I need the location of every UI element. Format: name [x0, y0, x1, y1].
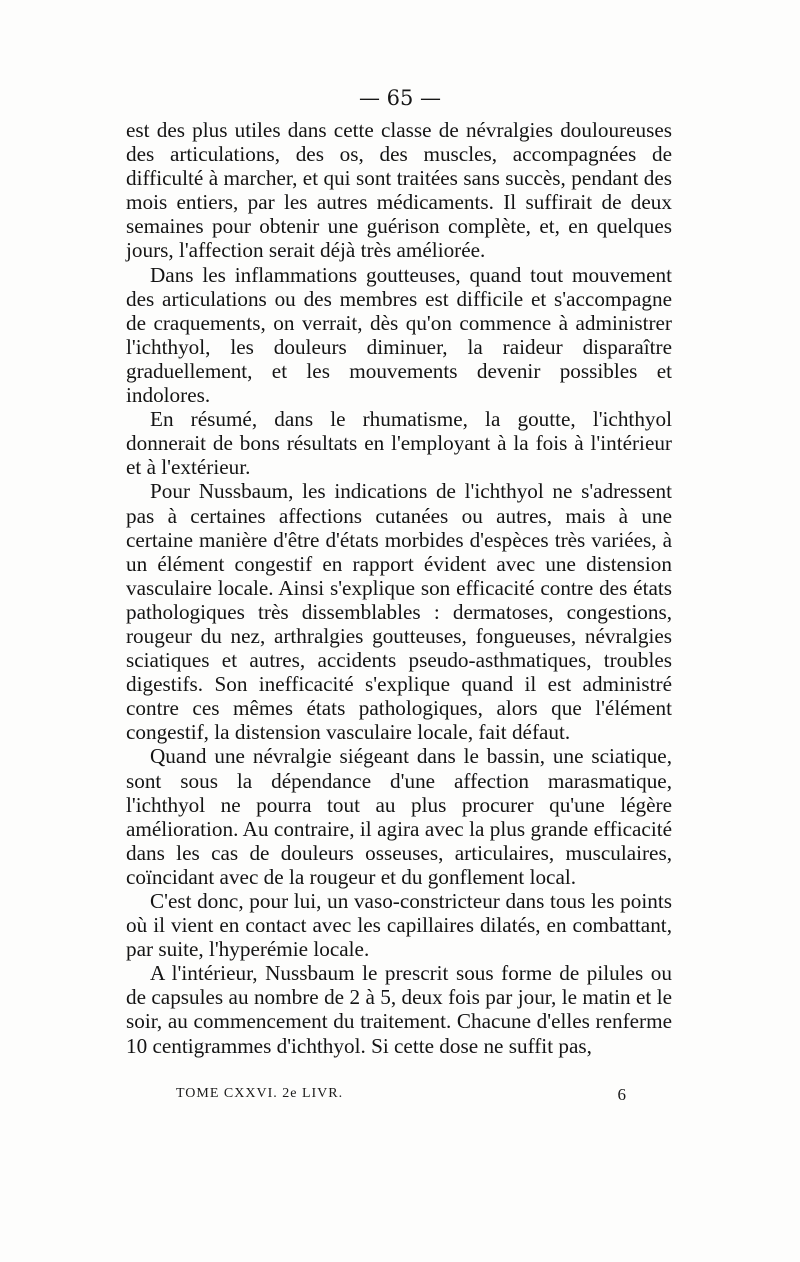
paragraph-2: Dans les inflammations goutteuses, quand tout mouvement des articulations ou des membres est difficile et s'accompagne de craquements, on verrait, dès qu'on commence à administrer l'ichthyol, les douleurs diminuer, la raideur disparaître graduellement, et les mouvements devenir possibles et indolores. — [126, 262, 672, 408]
paragraph-7: A l'intérieur, Nussbaum le prescrit sous forme de pilules ou de capsules au nombre de 2 à 5, deux fois par jour, le matin et le soir, au commencement du traitement. Chacune d'elles renferme 10 centigrammes d'ichthyol. Si cette dose ne suffit pas, — [126, 961, 672, 1058]
paragraph-3: En résumé, dans le rhumatisme, la goutte, l'ichthyol donnerait de bons résultats en l'employant à la fois à l'intérieur et à l'extérieur. — [126, 407, 672, 480]
page-number-header: — 65 — — [358, 86, 442, 110]
page-footer — [176, 1086, 626, 1102]
paragraph-6: C'est donc, pour lui, un vaso-constricteur dans tous les points où il vient en contact avec les capillaires dilatés, en combattant, par suite, l'hyperémie locale. — [126, 889, 672, 962]
paragraph-1: est des plus utiles dans cette classe de névralgies douloureuses des articulations, des os, des muscles, accompagnées de difficulté à marcher, et qui sont traitées sans succès, pendant des mois entiers, par les autres médicaments. Il suffirait de deux semaines pour obtenir une guérison complète, et, en quelques jours, l'affection serait déjà très améliorée. — [126, 118, 672, 263]
body-text — [126, 118, 672, 1058]
paragraph-4: Pour Nussbaum, les indications de l'ichthyol ne s'adressent pas à certaines affections cutanées ou autres, mais à une certaine manière d'être d'états morbides d'espèces très variées, à un élément congestif en rapport évident avec une distension vasculaire locale. Ainsi s'explique son efficacité contre des états pathologiques très dissemblables : dermatoses, congestions, rougeur du nez, arthralgies goutteuses, fongueuses, névralgies sciatiques et autres, accidents pseudo-asthmatiques, troubles digestifs. Son inefficacité s'explique quand il est administré contre ces mêmes états pathologiques, alors que l'élément congestif, la distension vasculaire locale, fait défaut. — [126, 479, 672, 745]
volume-signature: TOME CXXVI. 2e LIVR. — [176, 1086, 344, 1101]
signature-mark: 6 — [617, 1085, 626, 1104]
paragraph-5: Quand une névralgie siégeant dans le bassin, une sciatique, sont sous la dépendance d'une affection marasmatique, l'ichthyol ne pourra tout au plus procurer qu'une légère amélioration. Au contraire, il agira avec la plus grande efficacité dans les cas de douleurs osseuses, articulaires, musculaires, coïncidant avec de la rougeur et du gonflement local. — [126, 744, 672, 889]
